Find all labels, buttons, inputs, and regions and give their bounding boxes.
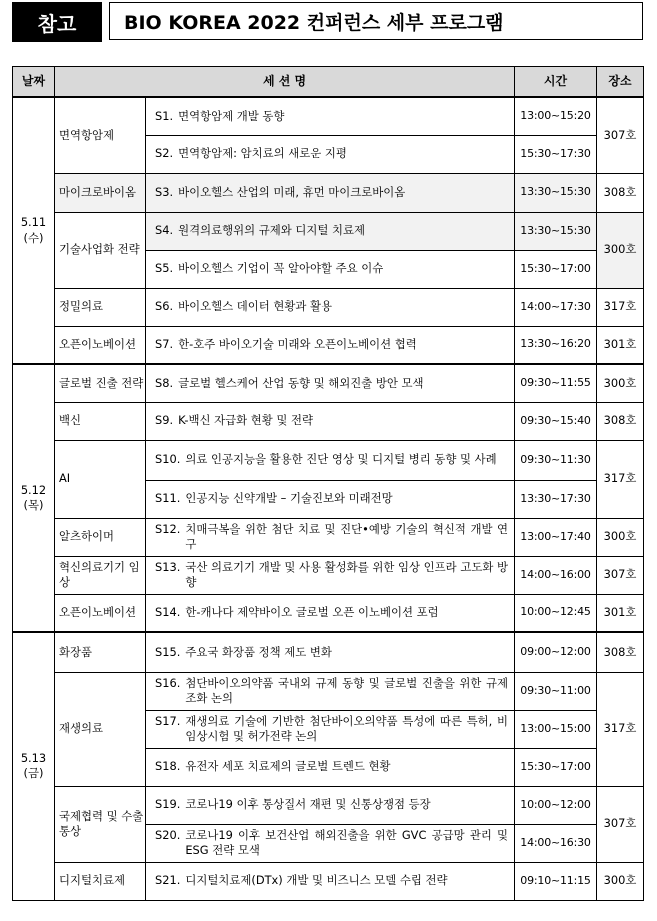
room-cell: 317호 [597, 672, 644, 786]
col-header-room: 장소 [597, 67, 644, 98]
time-cell: 14:00~16:30 [515, 824, 597, 862]
room-cell: 308호 [597, 402, 644, 440]
time-cell: 14:00~17:30 [515, 288, 597, 326]
category-cell: 국제협력 및 수출통상 [55, 786, 146, 862]
header-row [13, 67, 644, 98]
day-cell: 5.11 (수) [13, 97, 55, 364]
table-row [13, 594, 644, 632]
category-cell: 글로벌 진출 전략 [55, 364, 146, 402]
room-cell: 308호 [597, 632, 644, 672]
room-cell: 307호 [597, 97, 644, 173]
time-cell: 13:30~16:20 [515, 326, 597, 364]
table-row [13, 632, 644, 672]
time-cell: 09:00~12:00 [515, 632, 597, 672]
table-row [13, 97, 644, 135]
room-cell: 301호 [597, 594, 644, 632]
session-cell: S11. 인공지능 신약개발 – 기술진보와 미래전망 [146, 480, 515, 518]
table-row [13, 212, 644, 250]
session-cell: S13. 국산 의료기기 개발 및 사용 활성화를 위한 임상 인프라 고도화 방향 [146, 556, 515, 594]
session-cell: S1. 면역항암제 개발 동향 [146, 97, 515, 135]
room-cell: 317호 [597, 288, 644, 326]
time-cell: 15:30~17:00 [515, 250, 597, 288]
room-cell: 300호 [597, 212, 644, 288]
table-row [13, 402, 644, 440]
session-cell: S18. 유전자 세포 치료제의 글로벌 트렌드 현황 [146, 748, 515, 786]
time-cell: 13:30~17:30 [515, 480, 597, 518]
program-table [12, 66, 644, 901]
table-row [13, 288, 644, 326]
table-row [13, 672, 644, 710]
category-cell: 오픈이노베이션 [55, 326, 146, 364]
room-cell: 307호 [597, 786, 644, 862]
room-cell: 308호 [597, 173, 644, 212]
time-cell: 13:30~15:30 [515, 173, 597, 212]
table-row [13, 326, 644, 364]
category-cell: 정밀의료 [55, 288, 146, 326]
time-cell: 09:30~11:55 [515, 364, 597, 402]
time-cell: 10:00~12:45 [515, 594, 597, 632]
session-cell: S5. 바이오헬스 기업이 꼭 알아야할 주요 이슈 [146, 250, 515, 288]
session-cell: S20. 코로나19 이후 보건산업 해외진출을 위한 GVC 공급망 관리 및 ESG 전략 모색 [146, 824, 515, 862]
room-cell: 301호 [597, 326, 644, 364]
session-cell: S21. 디지털치료제(DTx) 개발 및 비즈니스 모델 수립 전략 [146, 862, 515, 900]
category-cell: 화장품 [55, 632, 146, 672]
room-cell: 307호 [597, 556, 644, 594]
time-cell: 13:00~15:20 [515, 97, 597, 135]
session-cell: S14. 한-캐나다 제약바이오 글로벌 오픈 이노베이션 포럼 [146, 594, 515, 632]
category-cell: 백신 [55, 402, 146, 440]
time-cell: 09:10~11:15 [515, 862, 597, 900]
category-cell: 알츠하이머 [55, 518, 146, 556]
reference-tag: 참고 [12, 2, 102, 42]
category-cell: AI [55, 440, 146, 518]
session-cell: S2. 면역항암제: 암치료의 새로운 지평 [146, 135, 515, 173]
category-cell: 오픈이노베이션 [55, 594, 146, 632]
table-row [13, 518, 644, 556]
table-row [13, 786, 644, 824]
time-cell: 14:00~16:00 [515, 556, 597, 594]
session-cell: S17. 재생의료 기술에 기반한 첨단바이오의약품 특성에 따른 특허, 비임상시험 및 허가전략 논의 [146, 710, 515, 748]
time-cell: 15:30~17:30 [515, 135, 597, 173]
time-cell: 09:30~15:40 [515, 402, 597, 440]
category-cell: 디지털치료제 [55, 862, 146, 900]
category-cell: 면역항암제 [55, 97, 146, 173]
time-cell: 10:00~12:00 [515, 786, 597, 824]
table-row [13, 440, 644, 480]
session-cell: S15. 주요국 화장품 정책 제도 변화 [146, 632, 515, 672]
time-cell: 13:30~15:30 [515, 212, 597, 250]
time-cell: 13:00~17:40 [515, 518, 597, 556]
page-title: BIO KOREA 2022 컨퍼런스 세부 프로그램 [109, 2, 643, 40]
session-cell: S8. 글로벌 헬스케어 산업 동향 및 해외진출 방안 모색 [146, 364, 515, 402]
session-cell: S19. 코로나19 이후 통상질서 재편 및 신통상쟁점 등장 [146, 786, 515, 824]
room-cell: 300호 [597, 518, 644, 556]
col-header-session: 세 션 명 [55, 67, 515, 98]
time-cell: 09:30~11:30 [515, 440, 597, 480]
room-cell: 300호 [597, 364, 644, 402]
table-row [13, 862, 644, 900]
session-cell: S12. 치매극복을 위한 첨단 치료 및 진단•예방 기술의 혁신적 개발 연구 [146, 518, 515, 556]
session-cell: S6. 바이오헬스 데이터 현황과 활용 [146, 288, 515, 326]
table-row [13, 364, 644, 402]
category-cell: 마이크로바이옴 [55, 173, 146, 212]
session-cell: S10. 의료 인공지능을 활용한 진단 영상 및 디지털 병리 동향 및 사례 [146, 440, 515, 480]
col-header-date: 날짜 [13, 67, 55, 98]
col-header-time: 시간 [515, 67, 597, 98]
time-cell: 09:30~11:00 [515, 672, 597, 710]
session-cell: S9. K-백신 자급화 현황 및 전략 [146, 402, 515, 440]
time-cell: 15:30~17:00 [515, 748, 597, 786]
time-cell: 13:00~15:00 [515, 710, 597, 748]
session-cell: S16. 첨단바이오의약품 국내외 규제 동향 및 글로벌 진출을 위한 규제조화 논의 [146, 672, 515, 710]
category-cell: 재생의료 [55, 672, 146, 786]
category-cell: 기술사업화 전략 [55, 212, 146, 288]
table-row [13, 173, 644, 212]
session-cell: S7. 한-호주 바이오기술 미래와 오픈이노베이션 협력 [146, 326, 515, 364]
room-cell: 317호 [597, 440, 644, 518]
room-cell: 300호 [597, 862, 644, 900]
table-row [13, 556, 644, 594]
session-cell: S3. 바이오헬스 산업의 미래, 휴먼 마이크로바이옴 [146, 173, 515, 212]
session-cell: S4. 원격의료행위의 규제와 디지털 치료제 [146, 212, 515, 250]
day-cell: 5.12 (목) [13, 364, 55, 632]
category-cell: 혁신의료기기 임상 [55, 556, 146, 594]
day-cell: 5.13 (금) [13, 632, 55, 900]
